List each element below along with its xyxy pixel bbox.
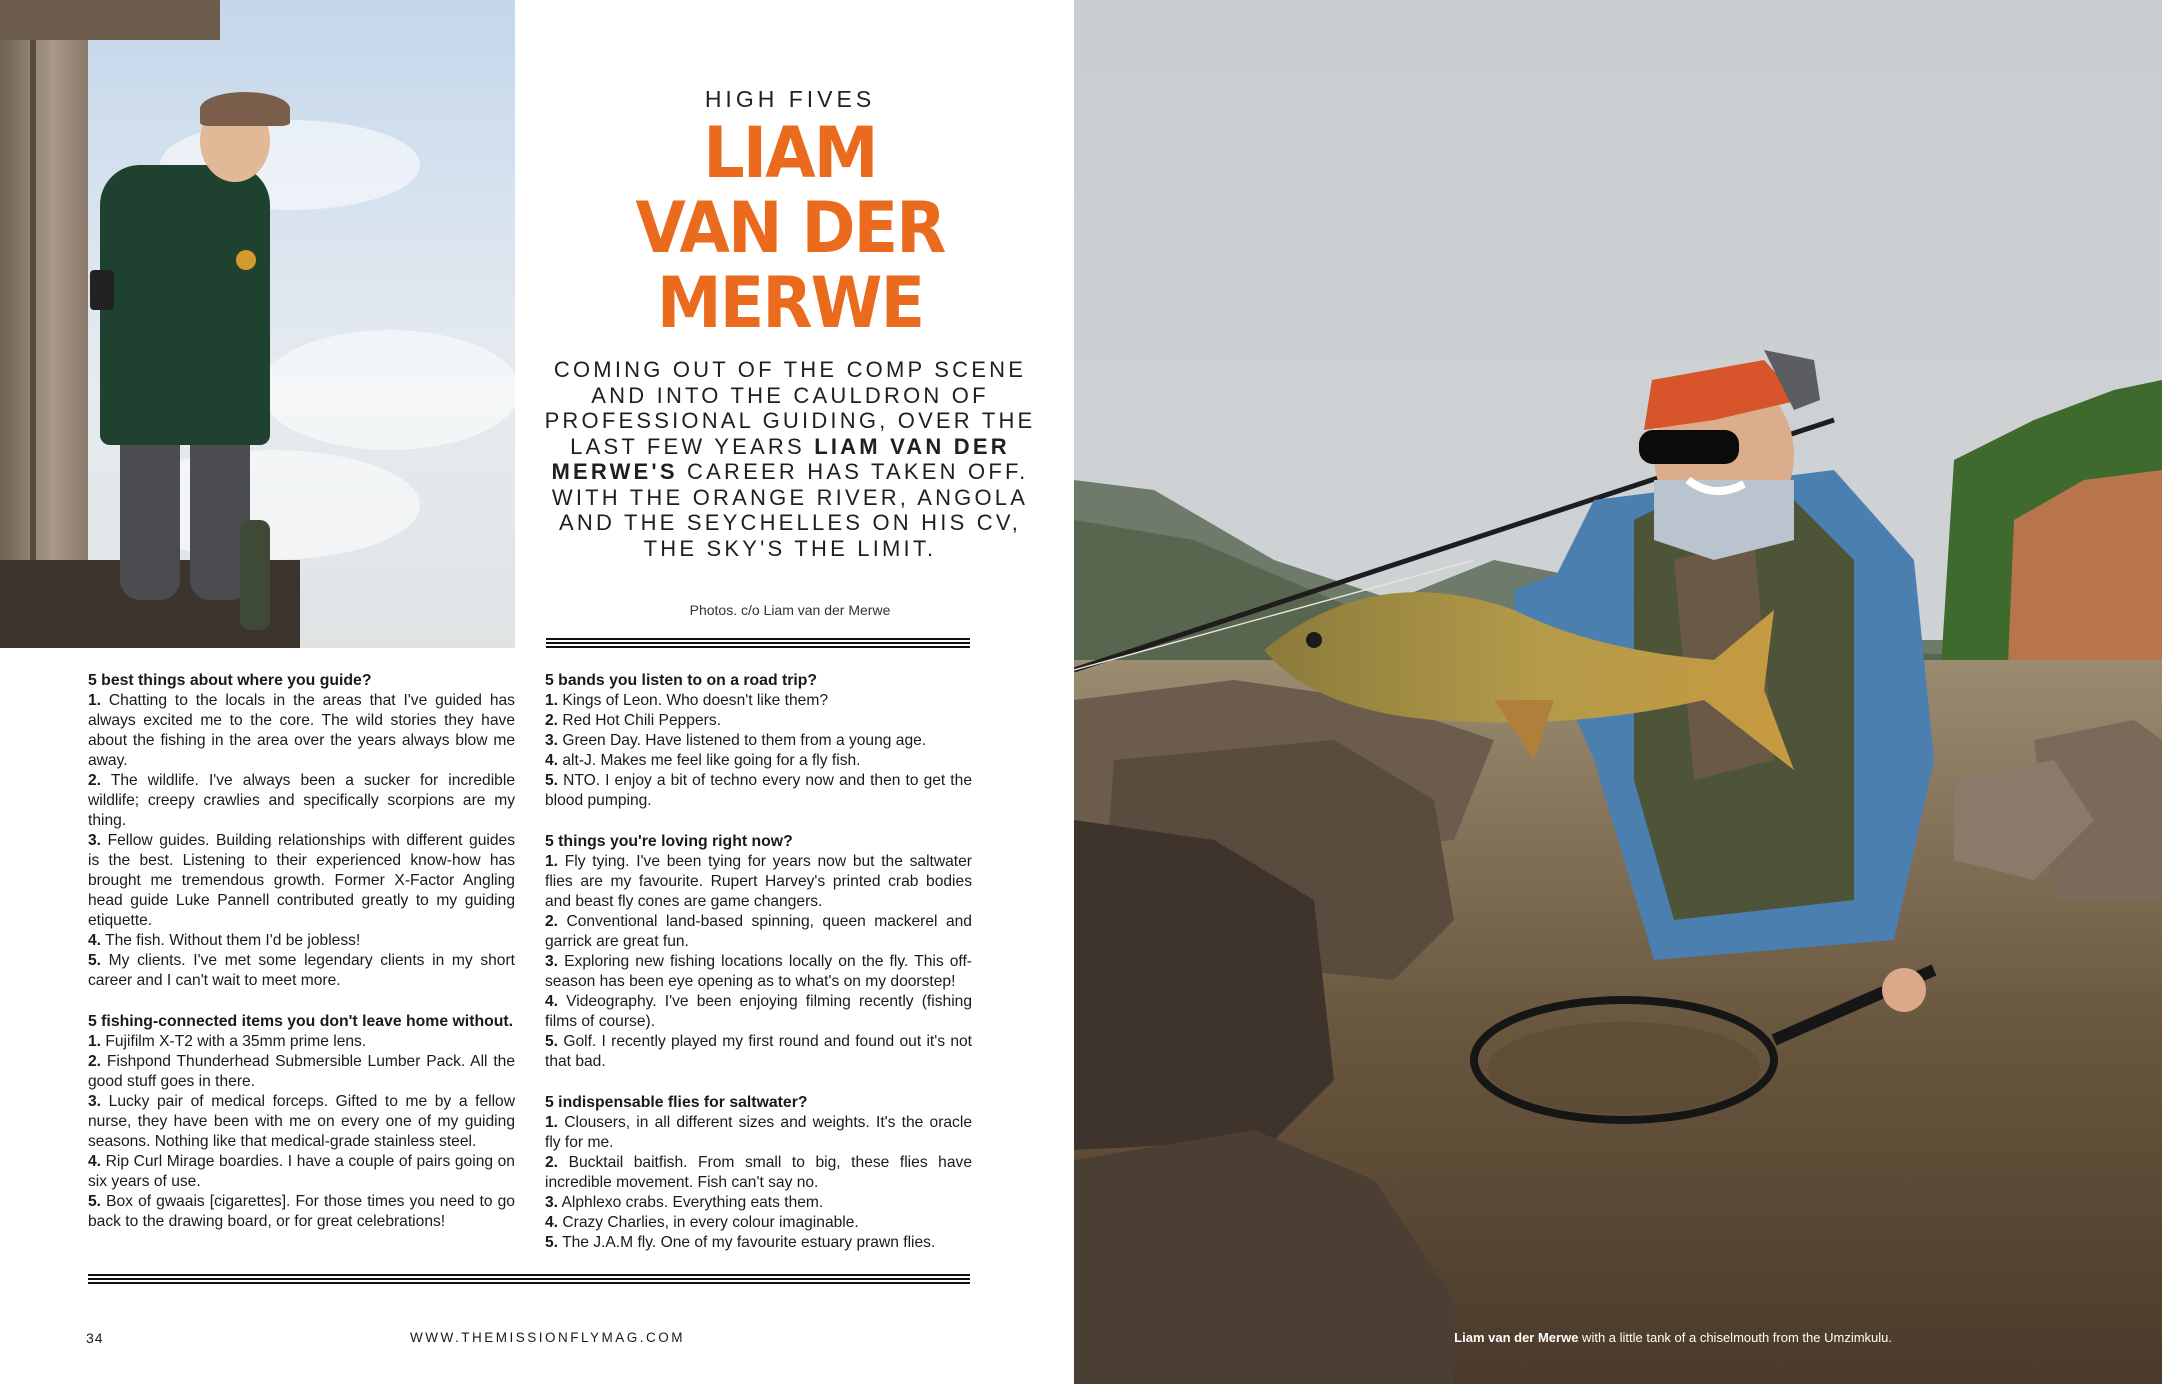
list-item: 3. Exploring new fishing locations locally on the fly. This off-season has been eye opening as to what's on my doorstep! [545, 953, 972, 990]
list-item: 5. Box of gwaais [cigarettes]. For those times you need to go back to the drawing board, or for great celebrations! [88, 1193, 515, 1230]
page-number: 34 [86, 1330, 104, 1346]
section-heading: 5 indispensable flies for saltwater? [545, 1094, 808, 1111]
list-item: 4. alt-J. Makes me feel like going for a fly fish. [545, 752, 861, 769]
dek-part-2: CAREER HAS TAKEN OFF. WITH THE ORANGE RIVER, ANGOLA AND THE SEYCHELLES ON HIS CV, THE SKY'S THE LIMIT. [551, 459, 1029, 561]
list-item: 5. NTO. I enjoy a bit of techno every now and then to get the blood pumping. [545, 772, 972, 809]
list-item: 5. Golf. I recently played my first round and found out it's not that bad. [545, 1033, 972, 1070]
list-item: 4. Crazy Charlies, in every colour imaginable. [545, 1214, 859, 1231]
section-heading: 5 fishing-connected items you don't leave home without. [88, 1013, 514, 1030]
section-heading: 5 bands you listen to on a road trip? [545, 672, 818, 689]
list-item: 1. Kings of Leon. Who doesn't like them? [545, 692, 828, 709]
title-line-1: LIAM [703, 112, 877, 194]
list-item: 4. Rip Curl Mirage boardies. I have a couple of pairs going on six years of use. [88, 1153, 515, 1190]
list-item: 5. The J.A.M fly. One of my favourite estuary prawn flies. [545, 1234, 936, 1251]
left-photo-guide-on-boat [0, 0, 515, 648]
list-item: 2. Bucktail baitfish. From small to big, these flies have incredible movement. Fish can't say no. [545, 1154, 972, 1191]
photo-credit: Photos. c/o Liam van der Merwe [689, 602, 891, 618]
list-item: 2. The wildlife. I've always been a sucker for incredible wildlife; creepy crawlies and specifically scorpions are my thing. [88, 772, 515, 829]
right-photo-angler-with-fish [1074, 0, 2162, 1384]
list-item: 3. Green Day. Have listened to them from a young age. [545, 732, 927, 749]
magazine-url: WWW.THEMISSIONFLYMAG.COM [410, 1330, 685, 1345]
dek-part-1: COMING OUT OF THE COMP SCENE AND INTO THE CAULDRON OF PROFESSIONAL GUIDING, OVER THE LAST FEW YEARS [544, 357, 1036, 459]
list-item: 2. Conventional land-based spinning, queen mackerel and garrick are great fun. [545, 913, 972, 950]
caption-text: with a little tank of a chiselmouth from the Umzimkulu. [1578, 1330, 1892, 1345]
list-item: 4. Videography. I've been enjoying filming recently (fishing films of course). [545, 993, 972, 1030]
list-item: 2. Red Hot Chili Peppers. [545, 712, 721, 729]
list-item: 3. Fellow guides. Building relationships with different guides is the best. Listening to their experienced know-how has brought me tremendous growth. Former X-Factor Angling head guide Luke Pannell contributed greatly to my guiding etiquette. [88, 832, 515, 929]
list-item: 1. Fujifilm X-T2 with a 35mm prime lens. [88, 1033, 367, 1050]
list-item: 3. Alphlexo crabs. Everything eats them. [545, 1194, 824, 1211]
title-line-3: MERWE [656, 262, 924, 344]
caption-name: Liam van der Merwe [1454, 1330, 1579, 1345]
article-dek [530, 357, 1050, 561]
list-item: 4. The fish. Without them I'd be jobless! [88, 932, 361, 949]
title-line-2: VAN DER [635, 187, 945, 269]
list-item: 1. Clousers, in all different sizes and weights. It's the oracle fly for me. [545, 1114, 972, 1151]
boat-cabin-wall [0, 0, 88, 648]
dek-name: LIAM VAN DER MERWE'S [551, 433, 1010, 484]
list-item: 3. Lucky pair of medical forceps. Gifted to me by a fellow nurse, they have been with me on every one of my guiding seasons. Nothing like that medical-grade stainless steel. [88, 1093, 515, 1150]
left-text-column [88, 671, 515, 1232]
guide-cap [200, 92, 290, 126]
divider-rule-top [546, 638, 970, 648]
section-kicker: HIGH FIVES [704, 86, 876, 112]
guide-green-jacket [100, 165, 270, 445]
section-heading: 5 things you're loving right now? [545, 833, 793, 850]
article-title [534, 112, 1046, 344]
list-item: 1. Chatting to the locals in the areas that I've guided has always excited me to the core. The wild stories they have about the fishing in the area over the years always blow me away. [88, 692, 515, 769]
list-item: 1. Fly tying. I've been tying for years now but the saltwater flies are my favourite. Rupert Harvey's printed crab bodies and beast fly cones are game changers. [545, 853, 972, 910]
river-scene-illustration [1074, 0, 2162, 1384]
list-item: 2. Fishpond Thunderhead Submersible Lumber Pack. All the good stuff goes in there. [88, 1053, 515, 1090]
photo-caption [1454, 1330, 1892, 1345]
section-heading: 5 best things about where you guide? [88, 672, 372, 689]
right-text-column [545, 671, 972, 1253]
divider-rule-bottom [88, 1274, 970, 1284]
list-item: 5. My clients. I've met some legendary clients in my short career and I can't wait to meet more. [88, 952, 515, 989]
